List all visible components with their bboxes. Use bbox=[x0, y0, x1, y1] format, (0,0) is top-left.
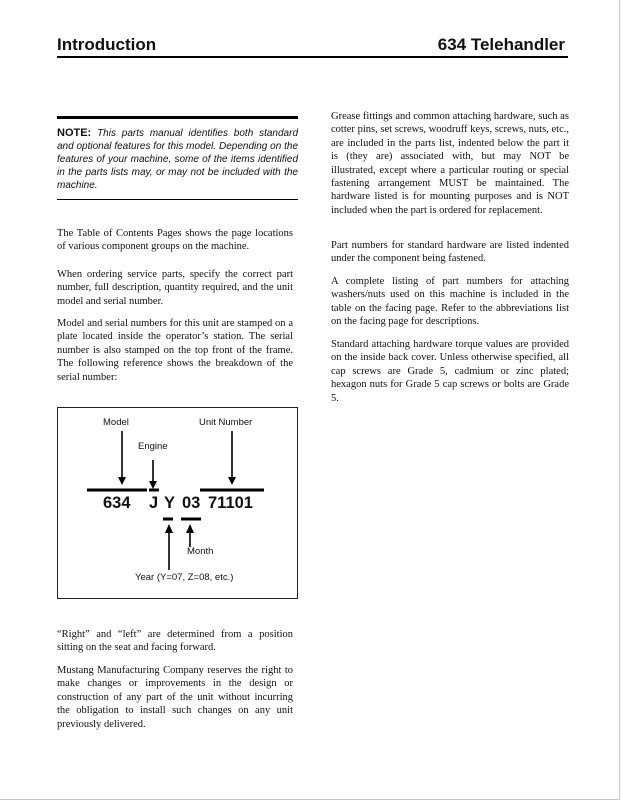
note-box bbox=[57, 116, 298, 200]
engine-arrowhead bbox=[149, 481, 157, 489]
paragraph-torque-values: Standard attaching hardware torque values are provided on the inside back cover. Unless otherwise specified, all cap screws are Grade 5, cadmium or zinc plated; hexagon nuts for Grade 5 cap screws or bolts are Grade 5. bbox=[331, 339, 569, 404]
paragraph-serial-location: Model and serial numbers for this unit are stamped on a plate located inside the operator’s station. The serial number is also stamped on the top front of the frame. The following reference shows the breakdown of the serial number: bbox=[57, 318, 293, 383]
serial-engine: J bbox=[149, 494, 159, 512]
serial-number-diagram bbox=[57, 407, 298, 599]
page-header bbox=[57, 33, 567, 63]
note-text bbox=[57, 127, 298, 192]
year-arrowhead bbox=[165, 524, 173, 533]
note-body: This parts manual identifies both standard and optional features for this model. Depending on the features of your machine, some of the items identified in the parts lists may, or may not be included with the machine. bbox=[57, 128, 298, 191]
paragraph-grease-fittings: Grease fittings and common attaching hardware, such as cotter pins, set screws, woodruff keys, screws, nuts, etc., are included in the parts list, indented below the part it is (they are) associated with, but may NOT be illustrated, except where a particular routing or special fastening arrangement MUST be maintained. The hardware listed is for mounting purposes and is NOT included when the part is ordered for replacement. bbox=[331, 111, 569, 216]
unit-number-arrowhead bbox=[228, 477, 236, 485]
month-label: Month bbox=[187, 546, 214, 557]
section-title: Introduction bbox=[57, 35, 157, 54]
month-arrowhead bbox=[186, 524, 194, 533]
note-label: NOTE: bbox=[57, 127, 92, 139]
paragraph-right-left: “Right” and “left” are determined from a position sitting on the seat and facing forward. bbox=[57, 629, 293, 654]
product-title: 634 Telehandler bbox=[437, 35, 565, 54]
serial-month: 03 bbox=[182, 494, 201, 512]
serial-unit: 71101 bbox=[208, 494, 253, 512]
unit-number-label: Unit Number bbox=[199, 417, 253, 428]
serial-year: Y bbox=[164, 494, 176, 512]
year-label: Year (Y=07, Z=08, etc.) bbox=[135, 572, 234, 583]
paragraph-table-of-contents: The Table of Contents Pages shows the page locations of various component groups on the machine. bbox=[57, 228, 293, 253]
serial-model: 634 bbox=[103, 494, 131, 512]
paragraph-changes: Mustang Manufacturing Company reserves the right to make changes or improvements in the design or construction of any part of the unit without incurring the obligation to install such changes on any unit previously delivered. bbox=[57, 665, 293, 730]
paragraph-standard-hardware: Part numbers for standard hardware are listed indented under the component being fastened. bbox=[331, 240, 569, 265]
model-arrowhead bbox=[118, 477, 126, 485]
serial-diagram-lines bbox=[57, 407, 298, 599]
header-rule bbox=[57, 56, 568, 58]
model-label: Model bbox=[103, 417, 129, 428]
paragraph-ordering-parts: When ordering service parts, specify the correct part number, full description, quantity required, and the unit model and serial number. bbox=[57, 269, 293, 307]
engine-label: Engine bbox=[138, 441, 168, 452]
paragraph-washers-nuts: A complete listing of part numbers for attaching washers/nuts used on this machine is included in the table on the facing page. Refer to the abbreviations list on the facing page for descriptions. bbox=[331, 276, 569, 328]
